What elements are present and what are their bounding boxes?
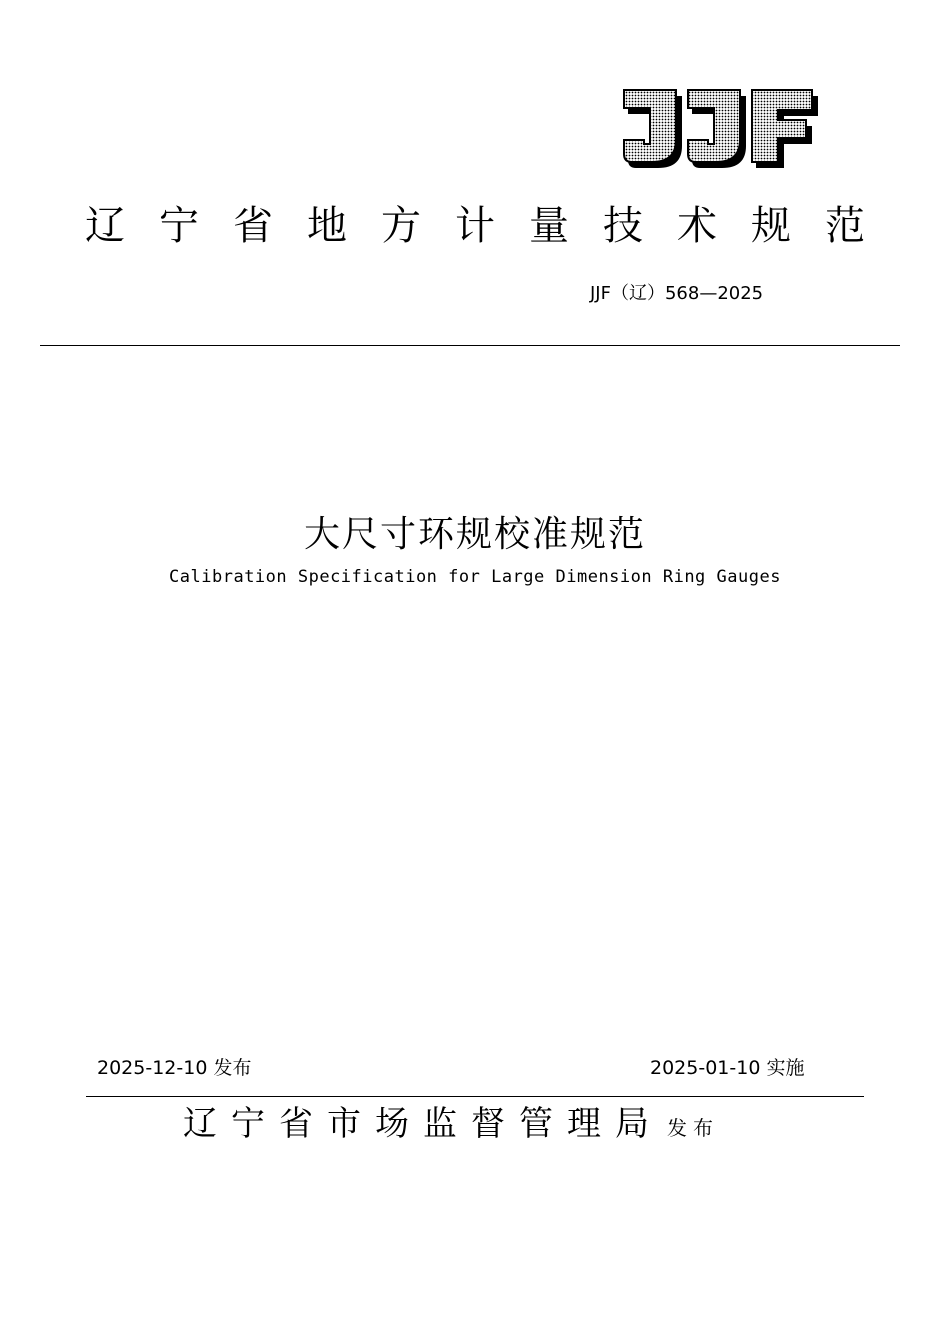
publisher-name: 辽宁省市场监督管理局: [183, 1104, 663, 1144]
release-date: 2025-12-10 发布: [97, 1057, 252, 1079]
publisher: [183, 1100, 719, 1148]
document-title-chinese: 大尺寸环规校准规范: [303, 514, 646, 555]
footer-divider: [86, 1096, 864, 1097]
jjf-logo: [622, 88, 820, 170]
header-divider: [40, 345, 900, 346]
document-title-english: Calibration Specification for Large Dimension Ring Gauges: [169, 567, 781, 587]
series-title: 辽宁省地方计量技术规范: [85, 203, 899, 249]
publisher-suffix: 发布: [667, 1116, 719, 1140]
implementation-date: 2025-01-10 实施: [650, 1057, 805, 1079]
document-number: JJF（辽）568—2025: [590, 283, 764, 304]
